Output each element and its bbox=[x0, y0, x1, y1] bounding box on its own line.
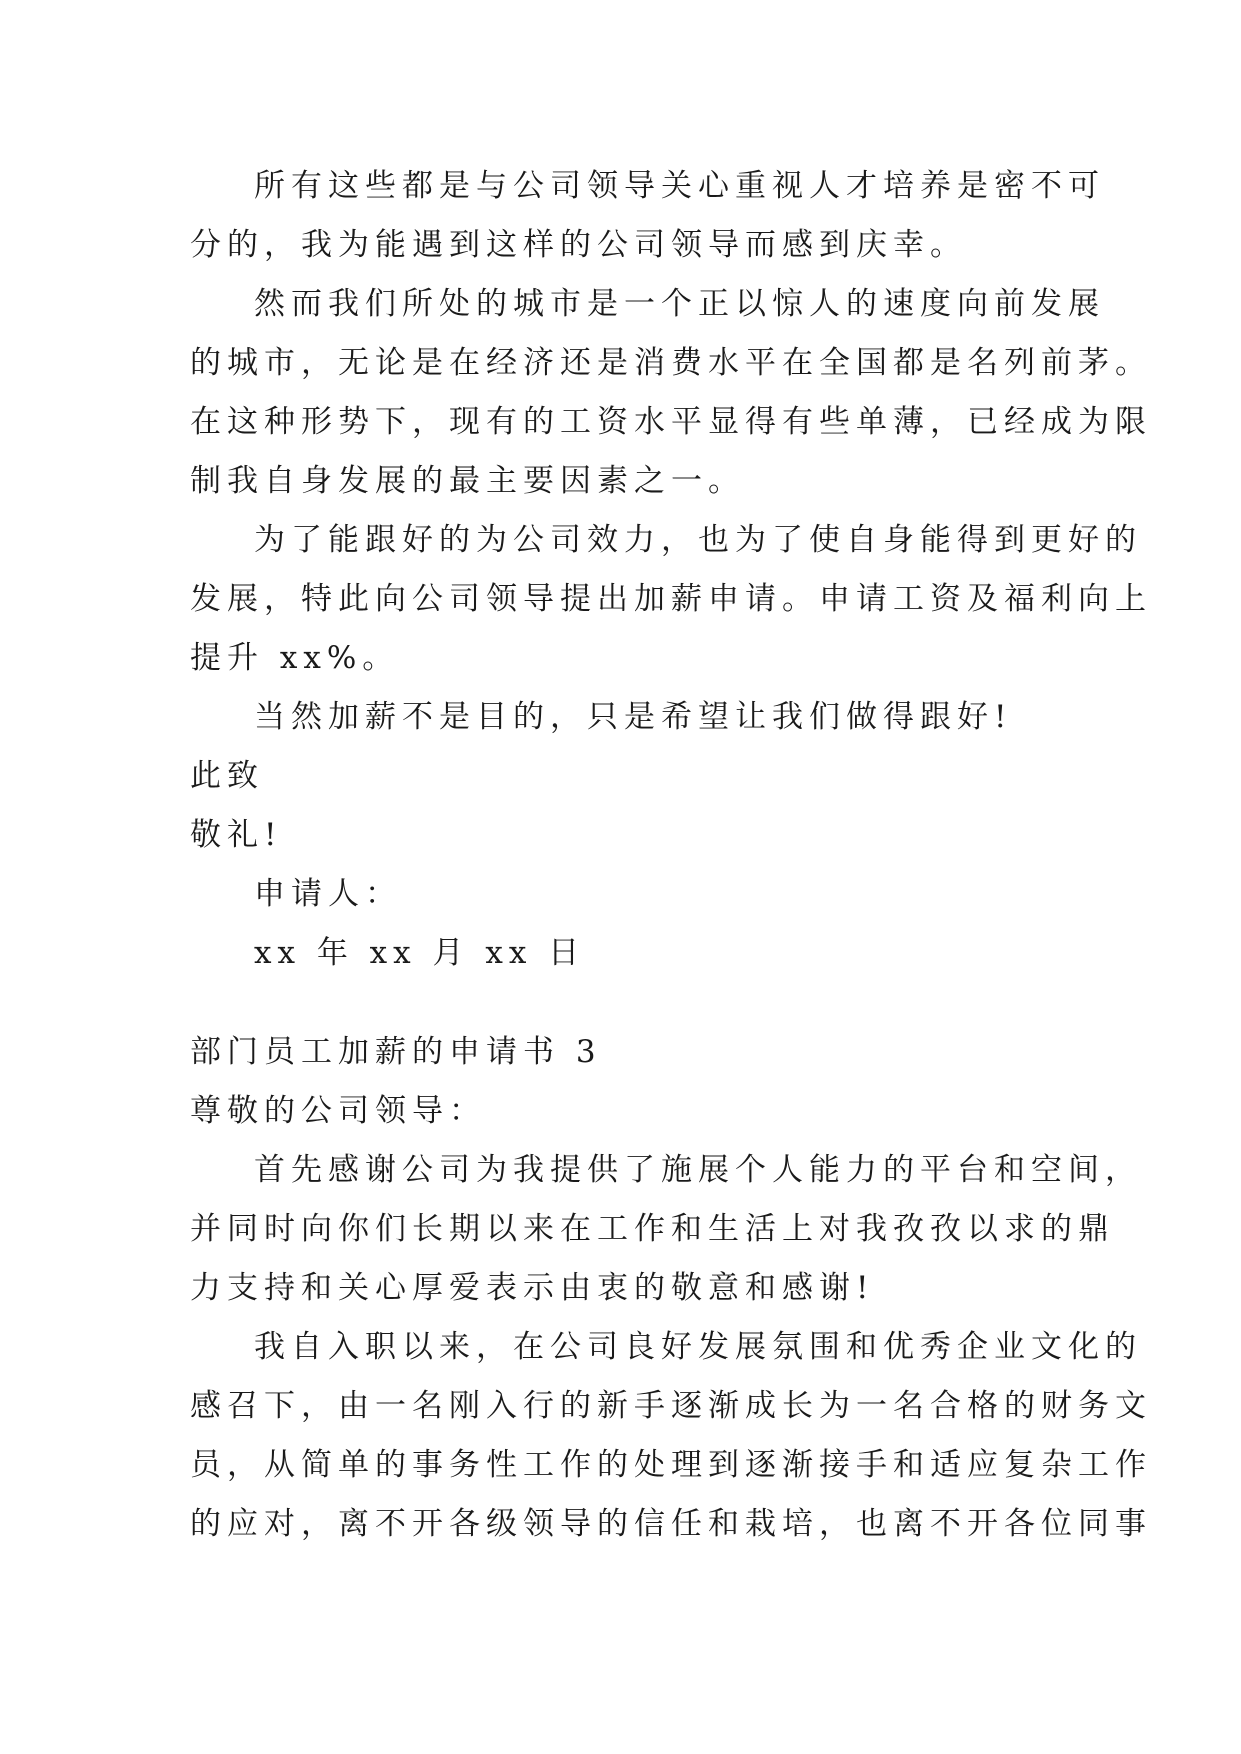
paragraph-line: 分的，我为能遇到这样的公司领导而感到庆幸。 bbox=[190, 227, 967, 263]
salutation: 尊敬的公司领导： bbox=[190, 1093, 486, 1129]
paragraph-line: 制我自身发展的最主要因素之一。 bbox=[190, 463, 745, 499]
paragraph-line: 的应对，离不开各级领导的信任和栽培，也离不开各位同事 bbox=[190, 1506, 1152, 1542]
applicant-line: 申请人： bbox=[254, 876, 402, 912]
paragraph-line: 并同时向你们长期以来在工作和生活上对我孜孜以求的鼎 bbox=[190, 1211, 1115, 1247]
closing-line: 此致 bbox=[190, 758, 264, 794]
paragraph-line: 所有这些都是与公司领导关心重视人才培养是密不可 bbox=[254, 168, 1105, 204]
paragraph-line: 然而我们所处的城市是一个正以惊人的速度向前发展 bbox=[254, 286, 1105, 322]
paragraph-line: 感召下，由一名刚入行的新手逐渐成长为一名合格的财务文 bbox=[190, 1388, 1152, 1424]
closing-line: 敬礼! bbox=[190, 817, 283, 853]
paragraph-line: 在这种形势下，现有的工资水平显得有些单薄，已经成为限 bbox=[190, 404, 1152, 440]
paragraph-line: 提升 xx%。 bbox=[190, 640, 400, 676]
document-body bbox=[190, 157, 1152, 1554]
paragraph-line: 发展，特此向公司领导提出加薪申请。申请工资及福利向上 bbox=[190, 581, 1152, 617]
paragraph-line: 力支持和关心厚爱表示由衷的敬意和感谢! bbox=[190, 1270, 875, 1306]
section-gap bbox=[190, 983, 1060, 1023]
section-title: 部门员工加薪的申请书 3 bbox=[190, 1034, 602, 1070]
paragraph-line: 的城市，无论是在经济还是消费水平在全国都是名列前茅。 bbox=[190, 345, 1152, 381]
paragraph-line: 首先感谢公司为我提供了施展个人能力的平台和空间， bbox=[254, 1152, 1142, 1188]
paragraph-line: 为了能跟好的为公司效力，也为了使自身能得到更好的 bbox=[254, 522, 1142, 558]
paragraph-line: 当然加薪不是目的，只是希望让我们做得跟好! bbox=[254, 699, 1013, 735]
paragraph-line: 我自入职以来，在公司良好发展氛围和优秀企业文化的 bbox=[254, 1329, 1142, 1365]
date-line: xx 年 xx 月 xx 日 bbox=[254, 935, 586, 971]
paragraph-line: 员，从简单的事务性工作的处理到逐渐接手和适应复杂工作 bbox=[190, 1447, 1152, 1483]
